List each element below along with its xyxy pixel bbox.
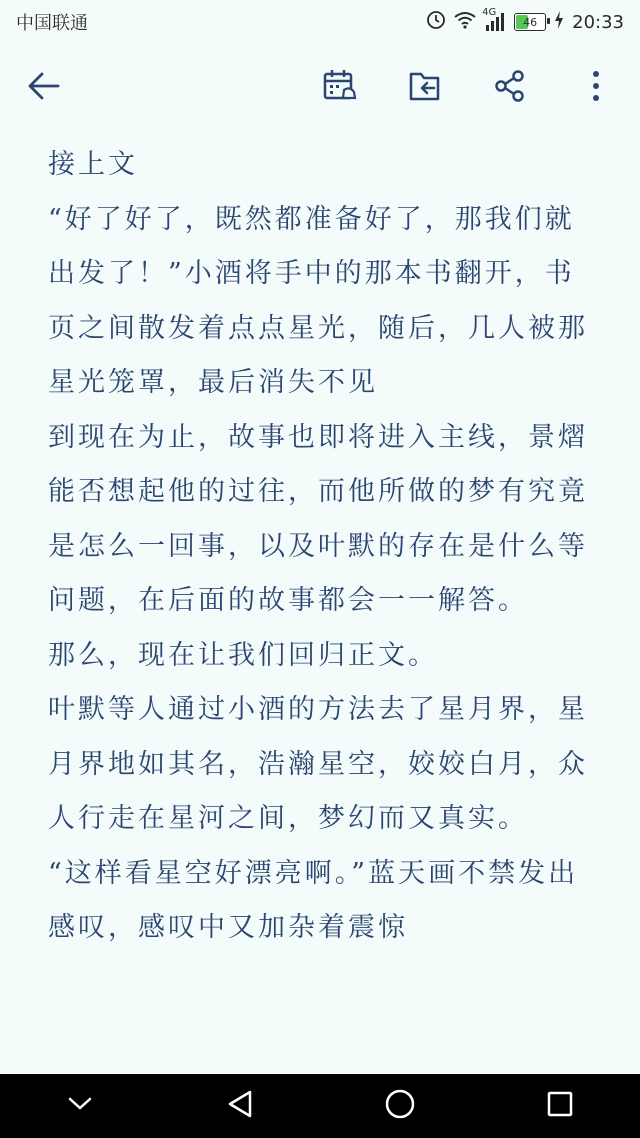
back-arrow-icon	[27, 69, 61, 107]
collapse-nav-button[interactable]	[48, 1074, 112, 1138]
battery-icon	[514, 13, 546, 31]
network-type-label: 4G	[482, 7, 497, 18]
chevron-down-icon	[67, 1096, 93, 1116]
more-vertical-icon	[591, 69, 601, 107]
status-left	[16, 9, 88, 35]
share-icon	[493, 69, 527, 107]
signal-icon	[482, 7, 506, 31]
back-triangle-icon	[226, 1089, 254, 1123]
nav-home-button[interactable]	[368, 1074, 432, 1138]
calendar-bookmark-icon	[322, 68, 358, 108]
back-button[interactable]	[16, 44, 72, 132]
paragraph: 到现在为止，故事也即将进入主线，景熠能否想起他的过往，而他所做的梦有究竟是怎么一回事，以及叶默的存在是什么等问题，在后面的故事都会一一解答。	[48, 421, 588, 616]
time-label: 20:33	[572, 11, 624, 33]
battery-label: 46	[523, 15, 538, 29]
recents-square-icon	[546, 1090, 574, 1122]
system-nav-bar	[0, 1074, 640, 1138]
more-button[interactable]	[568, 44, 624, 132]
status-bar	[0, 0, 640, 44]
reader-toolbar	[0, 44, 640, 132]
folder-move-icon	[408, 68, 444, 108]
carrier-label: 中国联通	[16, 13, 88, 34]
nav-recents-button[interactable]	[528, 1074, 592, 1138]
paragraph: 那么，现在让我们回归正文。	[48, 639, 438, 671]
charging-icon	[554, 11, 564, 34]
chapter-content	[48, 138, 604, 956]
status-right	[426, 7, 624, 35]
paragraph: “这样看星空好漂亮啊。”蓝天画不禁发出感叹，感叹中又加杂着震惊	[48, 857, 579, 943]
calendar-button[interactable]	[312, 44, 368, 132]
paragraph: 接上文	[48, 149, 138, 180]
folder-button[interactable]	[398, 44, 454, 132]
share-button[interactable]	[482, 44, 538, 132]
alarm-icon	[426, 10, 446, 35]
home-circle-icon	[384, 1088, 416, 1124]
paragraph: “好了好了，既然都准备好了，那我们就出发了！”小酒将手中的那本书翻开，书页之间散发着点点星光，随后，几人被那星光笼罩，最后消失不见	[48, 203, 588, 398]
wifi-icon	[454, 11, 476, 34]
nav-back-button[interactable]	[208, 1074, 272, 1138]
paragraph: 叶默等人通过小酒的方法去了星月界，星月界地如其名，浩瀚星空，姣姣白月，众人行走在星河之间，梦幻而又真实。	[48, 694, 588, 834]
